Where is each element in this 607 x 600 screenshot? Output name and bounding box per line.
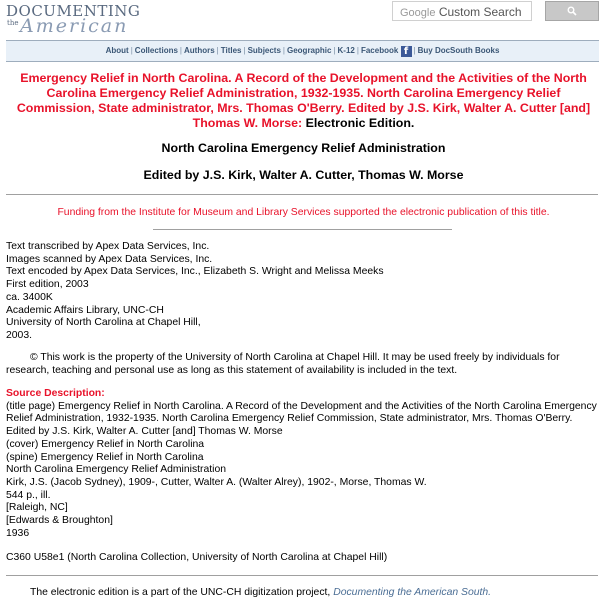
document-editors: Edited by J.S. Kirk, Walter A. Cutter, Thomas W. Morse bbox=[143, 168, 464, 182]
nav-separator: | bbox=[179, 46, 182, 55]
credit-line: First edition, 2003 bbox=[6, 279, 89, 291]
nav-k12[interactable]: K-12 bbox=[337, 46, 355, 55]
source-line: (spine) Emergency Relief in North Carolina bbox=[6, 451, 204, 463]
nav-bar bbox=[6, 40, 599, 62]
nav-geographic[interactable]: Geographic bbox=[287, 46, 332, 55]
nav-separator: | bbox=[130, 46, 133, 55]
credit-line: Images scanned by Apex Data Services, Inc. bbox=[6, 253, 213, 265]
nav-authors[interactable]: Authors bbox=[184, 46, 215, 55]
source-line: North Carolina Emergency Relief Administration bbox=[6, 464, 227, 476]
docsouth-logo[interactable] bbox=[6, 2, 181, 37]
credits-block bbox=[6, 241, 384, 343]
logo-line1: DOCUMENTING bbox=[6, 2, 141, 20]
source-line: [Raleigh, NC] bbox=[6, 502, 68, 514]
nav-titles[interactable]: Titles bbox=[220, 46, 242, 55]
source-line: (title page) Emergency Relief in North Carolina. A Record of the Development and the Activities of the North Carolina Emergency Relief Administration, 1932-1935. North Carolina Emergency Relief Commission, State administrator, Mrs. Thomas O'Berry. Edited by J.S. Kirk, Walter A. Cutter [and] Thomas W. Morse bbox=[6, 400, 597, 438]
nav-separator: | bbox=[333, 46, 336, 55]
credit-line: University of North Carolina at Chapel Hill, bbox=[6, 317, 201, 329]
credit-line: Academic Affairs Library, UNC-CH bbox=[6, 304, 164, 316]
credit-line: 2003. bbox=[6, 329, 33, 341]
nav-about[interactable]: About bbox=[105, 46, 129, 55]
source-line: (cover) Emergency Relief in North Carolina bbox=[6, 438, 205, 450]
logo-line2: American bbox=[20, 15, 129, 37]
credit-line: ca. 3400K bbox=[6, 291, 53, 303]
call-number: C360 U58e1 (North Carolina Collection, University of North Carolina at Chapel Hill) bbox=[6, 552, 388, 564]
docsouth-link[interactable]: Documenting the American South. bbox=[333, 587, 492, 598]
document-title bbox=[6, 71, 601, 131]
nav-collections[interactable]: Collections bbox=[134, 46, 178, 55]
title-edition: Electronic Edition. bbox=[305, 116, 415, 130]
source-heading: Source Description: bbox=[6, 388, 105, 399]
facebook-icon[interactable]: f bbox=[401, 46, 412, 57]
google-brand: Google bbox=[400, 7, 436, 19]
nav-separator: | bbox=[216, 46, 219, 55]
spacer bbox=[6, 540, 601, 552]
credit-line: Text transcribed by Apex Data Services, Inc. bbox=[6, 241, 210, 252]
nav-facebook[interactable]: Facebook bbox=[360, 46, 399, 55]
source-description bbox=[6, 388, 601, 565]
search-icon bbox=[567, 6, 577, 16]
nav-separator: | bbox=[413, 46, 416, 55]
search-button[interactable] bbox=[545, 1, 599, 21]
header bbox=[0, 0, 607, 38]
search-input[interactable] bbox=[392, 1, 532, 21]
nav-separator: | bbox=[282, 46, 285, 55]
funding-note: Funding from the Institute for Museum and Library Services supported the electronic publication of this title. bbox=[57, 207, 550, 218]
credit-line: Text encoded by Apex Data Services, Inc., Elizabeth S. Wright and Melissa Meeks bbox=[6, 266, 384, 278]
divider bbox=[6, 575, 598, 576]
document-author: North Carolina Emergency Relief Administration bbox=[161, 141, 446, 155]
logo-the: the bbox=[7, 19, 19, 27]
search-placeholder: Custom Search bbox=[438, 5, 522, 19]
source-line: [Edwards & Broughton] bbox=[6, 515, 113, 527]
copyright-statement: © This work is the property of the University of North Carolina at Chapel Hill. It may be used freely by individuals for research, teaching and personal use as long as this statement of availability is included in the text. bbox=[6, 352, 560, 376]
divider bbox=[6, 194, 598, 195]
source-line: Kirk, J.S. (Jacob Sydney), 1909-, Cutter, Walter A. (Walter Alrey), 1902-, Morse, Thomas W. bbox=[6, 476, 427, 488]
nav-separator: | bbox=[243, 46, 246, 55]
nav-buy-books[interactable]: Buy DocSouth Books bbox=[417, 46, 500, 55]
divider bbox=[153, 229, 452, 230]
footer-text: The electronic edition is a part of the UNC-CH digitization project, bbox=[30, 587, 331, 598]
footer-note bbox=[30, 587, 491, 600]
nav-separator: | bbox=[356, 46, 359, 55]
title-main: Emergency Relief in North Carolina. A Record of the Development and the Activities of the North Carolina Emergency Relief Administration, 1932-1935. North Carolina Emergency Relief Commission, State administrator, Mrs. Thomas O'Berry. Edited by J.S. Kirk, Walter A. Cutter [and] Thomas W. Morse: bbox=[16, 71, 591, 130]
nav-subjects[interactable]: Subjects bbox=[247, 46, 281, 55]
source-line: 1936 bbox=[6, 527, 30, 539]
source-line: 544 p., ill. bbox=[6, 489, 51, 501]
